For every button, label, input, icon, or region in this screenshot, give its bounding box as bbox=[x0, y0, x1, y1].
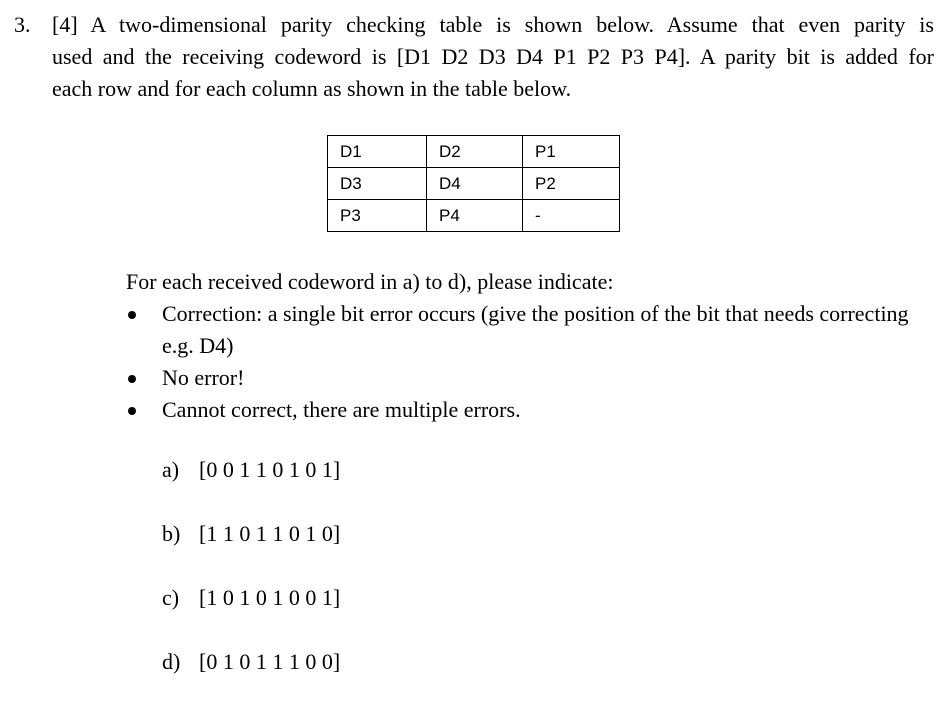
question-number: 3. bbox=[14, 12, 31, 37]
table-row bbox=[328, 200, 620, 232]
option-correction: Correction: a single bit error occurs (give the position of the bit that needs correcting e.g. D4) bbox=[162, 301, 909, 358]
codeword-parts bbox=[162, 454, 340, 710]
part-c bbox=[162, 582, 340, 646]
list-item bbox=[126, 362, 926, 394]
list-item bbox=[126, 298, 926, 362]
table-cell: D3 bbox=[328, 168, 427, 200]
bullet-icon bbox=[128, 311, 136, 319]
question-text bbox=[14, 9, 934, 105]
table-cell: - bbox=[523, 200, 620, 232]
part-label: d) bbox=[162, 649, 181, 674]
table-cell: D1 bbox=[328, 136, 427, 168]
table-cell: D4 bbox=[427, 168, 523, 200]
part-a bbox=[162, 454, 340, 518]
part-label: a) bbox=[162, 457, 180, 482]
table-cell: P2 bbox=[523, 168, 620, 200]
part-label: c) bbox=[162, 585, 180, 610]
question-line-1-text: [4] A two-dimensional parity checking table is shown below. Assume that even parity is bbox=[52, 12, 934, 37]
instructions-intro: For each received codeword in a) to d), please indicate: bbox=[126, 269, 614, 294]
table-row bbox=[328, 168, 620, 200]
question-line-1 bbox=[14, 9, 934, 41]
bullet-icon bbox=[128, 375, 136, 383]
table-cell: P3 bbox=[328, 200, 427, 232]
question-line-2: used and the receiving codeword is [D1 D2 D3 D4 P1 P2 P3 P4]. A parity bit is added for bbox=[52, 44, 934, 69]
options-list bbox=[126, 298, 926, 426]
list-item bbox=[126, 394, 926, 426]
option-multiple-errors: Cannot correct, there are multiple errors. bbox=[162, 397, 521, 422]
question-line-3: each row and for each column as shown in the table below. bbox=[52, 76, 572, 101]
part-d bbox=[162, 646, 340, 710]
part-codeword: [1 0 1 0 1 0 0 1] bbox=[199, 585, 341, 610]
table-cell: D2 bbox=[427, 136, 523, 168]
part-b bbox=[162, 518, 340, 582]
instructions bbox=[126, 266, 926, 426]
part-codeword: [0 0 1 1 0 1 0 1] bbox=[199, 457, 341, 482]
table-cell: P1 bbox=[523, 136, 620, 168]
option-no-error: No error! bbox=[162, 365, 245, 390]
table-cell: P4 bbox=[427, 200, 523, 232]
part-codeword: [0 1 0 1 1 1 0 0] bbox=[199, 649, 341, 674]
table-row bbox=[328, 136, 620, 168]
parity-table bbox=[327, 135, 620, 232]
part-label: b) bbox=[162, 521, 181, 546]
bullet-icon bbox=[128, 407, 136, 415]
part-codeword: [1 1 0 1 1 0 1 0] bbox=[199, 521, 341, 546]
